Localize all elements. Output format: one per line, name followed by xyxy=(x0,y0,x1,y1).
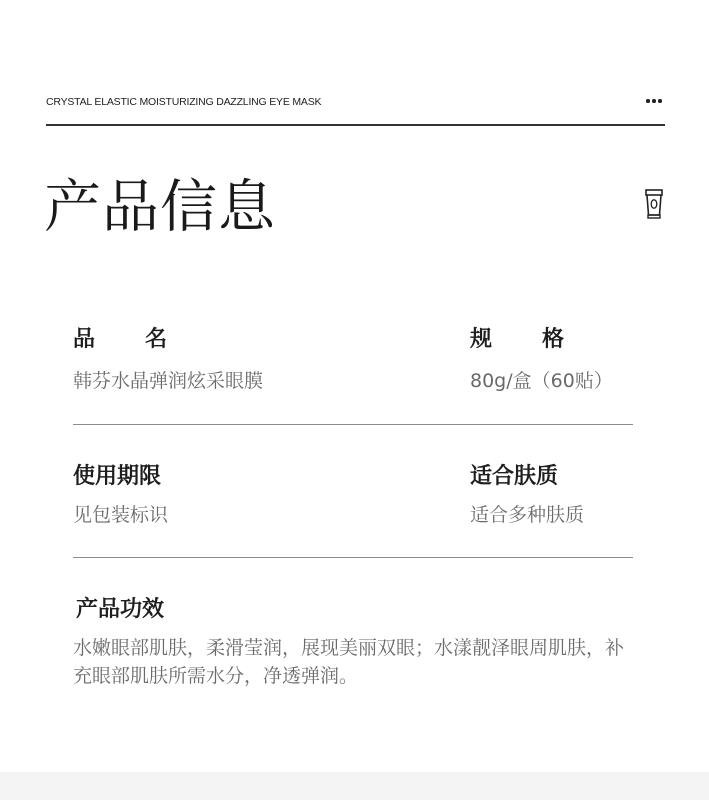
name-label: 品名 xyxy=(73,327,218,352)
shelf-life-label: 使用期限 xyxy=(73,464,162,489)
effect-label: 产品功效 xyxy=(76,597,165,622)
footer-band xyxy=(0,772,709,800)
effect-value: 水嫩眼部肌肤，柔滑莹润，展现美丽双眼；水漾靓泽眼周肌肤，补充眼部肌肤所需水分，净透弹润。 xyxy=(73,637,625,687)
skin-type-label: 适合肤质 xyxy=(470,464,559,489)
spec-value: 80g/盒（60贴） xyxy=(470,370,613,392)
section-divider xyxy=(73,557,633,558)
section-divider xyxy=(73,424,633,425)
more-dot xyxy=(646,99,650,103)
more-dot xyxy=(658,99,662,103)
spec-label: 规格 xyxy=(470,327,615,352)
more-dot xyxy=(652,99,656,103)
page-title: 产品信息 xyxy=(44,174,276,240)
header-divider xyxy=(46,124,665,126)
more-horizontal-icon[interactable] xyxy=(646,99,662,103)
skin-type-value: 适合多种肤质 xyxy=(470,504,585,526)
shelf-life-value: 见包装标识 xyxy=(73,504,169,526)
name-value: 韩芬水晶弹润炫采眼膜 xyxy=(73,370,264,392)
tube-icon xyxy=(645,189,663,219)
header-subtitle: CRYSTAL ELASTIC MOISTURIZING DAZZLING EYE MASK xyxy=(46,96,322,108)
